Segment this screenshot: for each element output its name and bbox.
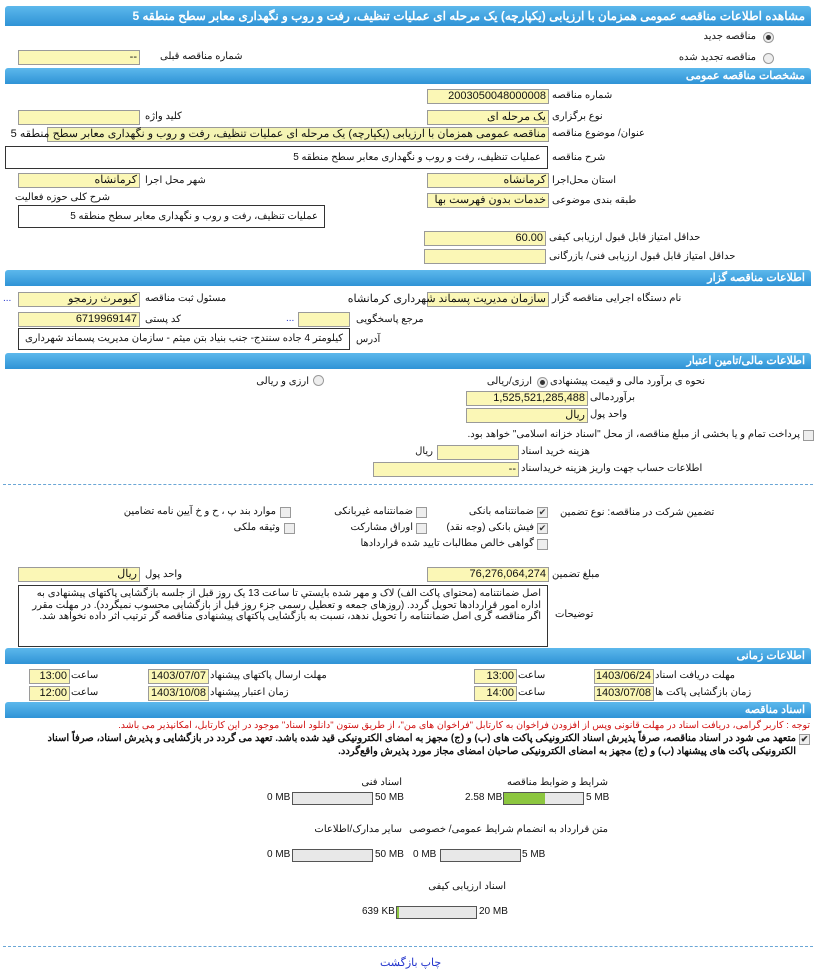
footer-links [380,956,441,970]
estimate-field[interactable]: 1,525,521,285,488 [466,391,588,406]
postal-field[interactable]: 6719969147 [18,312,140,327]
province-label: استان محل‌اجرا [552,175,616,186]
method-label: نحوه ی برآورد مالی و قیمت پیشنهادی [550,376,706,387]
guarantee-type-checkbox[interactable] [416,507,427,518]
doc-deadline-field[interactable]: 1403/06/24 [594,669,654,684]
registrar-more-button[interactable]: ... [3,293,12,304]
guarantee-type-checkbox[interactable] [537,539,548,550]
back-link[interactable]: بازگشت [380,957,418,969]
guarantee-type-checkbox[interactable] [284,523,295,534]
keyword-label: کلید واژه [145,111,182,122]
file-usage-bar [440,849,521,862]
min-quality-field[interactable]: 60.00 [424,231,546,246]
radio-new-tender[interactable] [763,32,774,43]
file-max: 50 MB [375,792,404,803]
radio-currency-rial[interactable] [313,375,324,386]
doc-time-field[interactable]: 13:00 [474,669,517,684]
file-used: 2.58 MB [465,792,503,803]
activity-label: شرح کلی حوزه فعالیت [15,192,111,203]
activity-box: عملیات تنظیف، رفت و روب و نگهداری معابر سطح منطقه 5 [18,205,325,228]
submit-time-field[interactable]: 13:00 [29,669,70,684]
address-label: آدرس [356,334,381,345]
guarantee-type-label: ضمانتنامه بانکی [468,506,534,517]
radio-renewed-tender[interactable] [763,53,774,64]
reference-label: مرجع پاسخگویی [356,314,424,325]
radio-currency-rial-label: ارزی و ریالی [256,376,309,387]
prev-number-label: شماره مناقصه قبلی [160,51,243,62]
min-technical-field[interactable] [424,249,546,264]
account-field[interactable]: -- [373,462,519,477]
validity-time-field[interactable]: 12:00 [29,686,70,701]
radio-rial-label: ارزی/ریالی [486,376,532,387]
section-organizer: اطلاعات مناقصه گزار [5,270,811,286]
guarantee-currency-label: واحد پول [145,569,183,580]
guarantee-type-checkbox[interactable]: ✔ [538,523,547,533]
file-max: 20 MB [479,906,508,917]
holding-type-label: نوع برگزاری [552,111,603,122]
file-title: اسناد ارزیابی کیفی [428,881,506,892]
time-label: ساعت [71,687,99,698]
guarantee-amount-label: مبلغ تضمین [552,569,600,580]
doc-fee-label: هزینه خرید اسناد [521,446,590,457]
city-field[interactable]: کرمانشاه [18,173,140,188]
commitment-row [4,732,810,758]
tender-number-label: شماره مناقصه [552,90,613,101]
file-max: 5 MB [586,792,610,803]
subject-label: عنوان/ موضوع مناقصه [552,128,645,139]
time-label: ساعت [518,670,546,681]
time-label: ساعت [518,687,546,698]
file-used: 0 MB [413,849,437,860]
notes-label: توضیحات [555,609,594,620]
file-usage-fill [397,907,399,918]
file-title: متن قرارداد به انضمام شرایط عمومی/ خصوصی [409,824,608,835]
estimate-label: برآوردمالی [590,392,635,403]
file-title: شرایط و ضوابط مناقصه [506,777,608,788]
min-technical-label: حداقل امتیاز قابل قبول ارزیابی فنی/ بازرگانی [549,251,736,262]
file-title: سایر مدارک/اطلاعات [314,824,402,835]
org-label: نام دستگاه اجرایی مناقصه گزار [552,293,682,304]
guarantee-amount-field[interactable]: 76,276,064,274 [427,567,549,582]
islamic-treasury-checkbox[interactable] [803,430,814,441]
currency-label: واحد پول [590,409,628,420]
postal-label: کد پستی [145,314,181,325]
guarantee-label: تضمین شرکت در مناقصه: نوع تضمین [560,507,715,518]
file-title: اسناد فنی [361,777,402,788]
radio-rial[interactable] [537,377,548,388]
commitment-checkbox: ✔ [800,734,809,744]
subject-field[interactable]: مناقصه عمومی همزمان با ارزیابی (یکپارچه) یک مرحله ای عملیات تنظیف، رفت و روب و نگهداری معابر سطح منطقه 5 [47,127,549,142]
documents-notice: توجه : کاربر گرامی، دریافت اسناد در مهلت قانونی وپس از افزودن فراخوان به کارتابل "فراخوان های من"، از طریق ستون "دانلود اسناد" موجود در این کارتابل، امکانپذیر می باشد. [118,720,810,731]
commitment-text: متعهد می شود در اسناد مناقصه، صرفاً پذیرش اسناد الکترونیکی پاکت های (ب) و (ج) مجهز به امضای الکترونیکی قید شده باشد. تعهد می گردد در بازگشایی و پذیرش اسناد، صرفاً اسناد الکترونیکی پاکت های پیشنهاد (ب) و (ج) مجهز به امضای الکترونیکی صاحبان امضای مجاز مورد پذیرش واقع‌گردد. [47,733,796,757]
new-tender-label: مناقصه جدید [703,31,756,42]
file-used: 0 MB [267,792,291,803]
reference-more-button[interactable]: ... [286,313,295,324]
section-timing: اطلاعات زمانی [5,648,811,664]
documents-notice-area [4,719,810,758]
guarantee-type-label: اوراق مشارکت [350,522,413,533]
province-field[interactable]: کرمانشاه [427,173,549,188]
guarantee-currency-field[interactable]: ریال [18,567,140,582]
holding-type-field[interactable]: یک مرحله ای [427,110,549,125]
city-label: شهر محل اجرا [145,175,206,186]
file-usage-bar [292,849,373,862]
section-documents: اسناد مناقصه [5,702,811,718]
tender-number-field[interactable]: 2003050048000008 [427,89,549,104]
section-general: مشخصات مناقصه عمومی [5,68,811,84]
file-used: 0 MB [267,849,291,860]
time-label: ساعت [71,670,99,681]
guarantee-type-label: ضمانتنامه غیربانکی [334,506,413,517]
doc-deadline-label: مهلت دریافت اسناد [655,670,736,681]
submit-deadline-field[interactable]: 1403/07/07 [148,669,209,684]
opening-time-field[interactable]: 14:00 [474,686,517,701]
registrar-label: مسئول ثبت مناقصه [145,293,227,304]
description-label: شرح مناقصه [552,152,606,163]
prev-number-field[interactable]: -- [18,50,140,65]
reference-field[interactable] [298,312,350,327]
guarantee-type-label: گواهی خالص مطالبات تایید شده قراردادها [360,538,534,549]
org-field[interactable]: سازمان مدیریت پسماند شهرداری کرمانشاه [427,292,549,307]
guarantee-type-checkbox[interactable] [280,507,291,518]
file-usage-bar [292,792,373,805]
validity-field[interactable]: 1403/10/08 [148,686,209,701]
doc-fee-field[interactable] [437,445,519,460]
guarantee-type-checkbox[interactable]: ✔ [538,507,547,517]
guarantee-type-checkbox[interactable] [416,523,427,534]
page-title: مشاهده اطلاعات مناقصه عمومی همزمان با ارزیابی (یکپارچه) یک مرحله ای عملیات تنظیف، رفت و روب و نگهداری معابر سطح منطقه 5 [5,6,811,26]
validity-label: زمان اعتبار پیشنهاد [210,687,289,698]
islamic-treasury-label: پرداخت تمام و یا بخشی از مبلغ مناقصه، از محل "اسناد خزانه اسلامی" خواهد بود. [467,429,800,440]
file-usage-fill [504,793,545,804]
renewed-tender-label: مناقصه تجدید شده [678,52,756,63]
file-max: 5 MB [522,849,546,860]
file-usage-bar [396,906,477,919]
file-max: 50 MB [375,849,404,860]
category-label: طبقه بندی موضوعی [552,195,637,206]
category-field[interactable]: خدمات بدون فهرست بها [427,193,549,208]
min-quality-label: حداقل امتیاز قابل قبول ارزیابی کیفی [549,232,701,243]
description-box: عملیات تنظیف، رفت و روب و نگهداری معابر سطح منطقه 5 [5,146,548,169]
currency-field[interactable]: ریال [466,408,588,423]
account-label: اطلاعات حساب جهت واریز هزینه خریداسناد [521,463,703,474]
file-used: 639 KB [362,906,395,917]
opening-field[interactable]: 1403/07/08 [594,686,654,701]
opening-label: زمان بازگشایی پاکت ها [655,687,752,698]
print-link[interactable]: چاپ [420,957,442,969]
file-usage-bar [503,792,584,805]
notes-box: اصل ضمانتنامه (محتوای پاکت الف) لاک و مهر شده بایستي تا ساعت 13 یک روز قبل از جلسه بازگشایی پاکتهای پیشنهادی به اداره امور قراردادها تحویل گردد. (روزهای جمعه و تعطیل رسمی جزء روز قبل از بازگشایی محسوب نمیگردد). در مهلت مقرر اگر مناقصه گری اصل ضمانتنامه را تحویل ندهد، نسبت به بازگشایی پاکتهای پیشنهادی مناقصه گر ترتیب اثر داده نخواهد شد. [18,585,548,647]
submit-deadline-label: مهلت ارسال پاکتهای پیشنهاد [210,670,327,681]
divider [3,484,813,485]
address-box: کیلومتر 4 جاده سنندج- جنب بنیاد بتن میثم - سازمان مدیریت پسماند شهرداری [18,328,350,350]
guarantee-type-label: وثیقه ملکی [233,522,280,533]
divider [3,946,813,947]
doc-fee-unit: ریال [415,446,433,457]
registrar-field[interactable]: کیومرث رزمجو [18,292,140,307]
section-finance: اطلاعات مالی/تامین اعتبار [5,353,811,369]
guarantee-type-label: موارد بند پ ، ح و خ آیین نامه تضامین [123,506,276,517]
keyword-field[interactable] [18,110,140,125]
guarantee-type-label: فیش بانکی (وجه نقد) [446,522,534,533]
